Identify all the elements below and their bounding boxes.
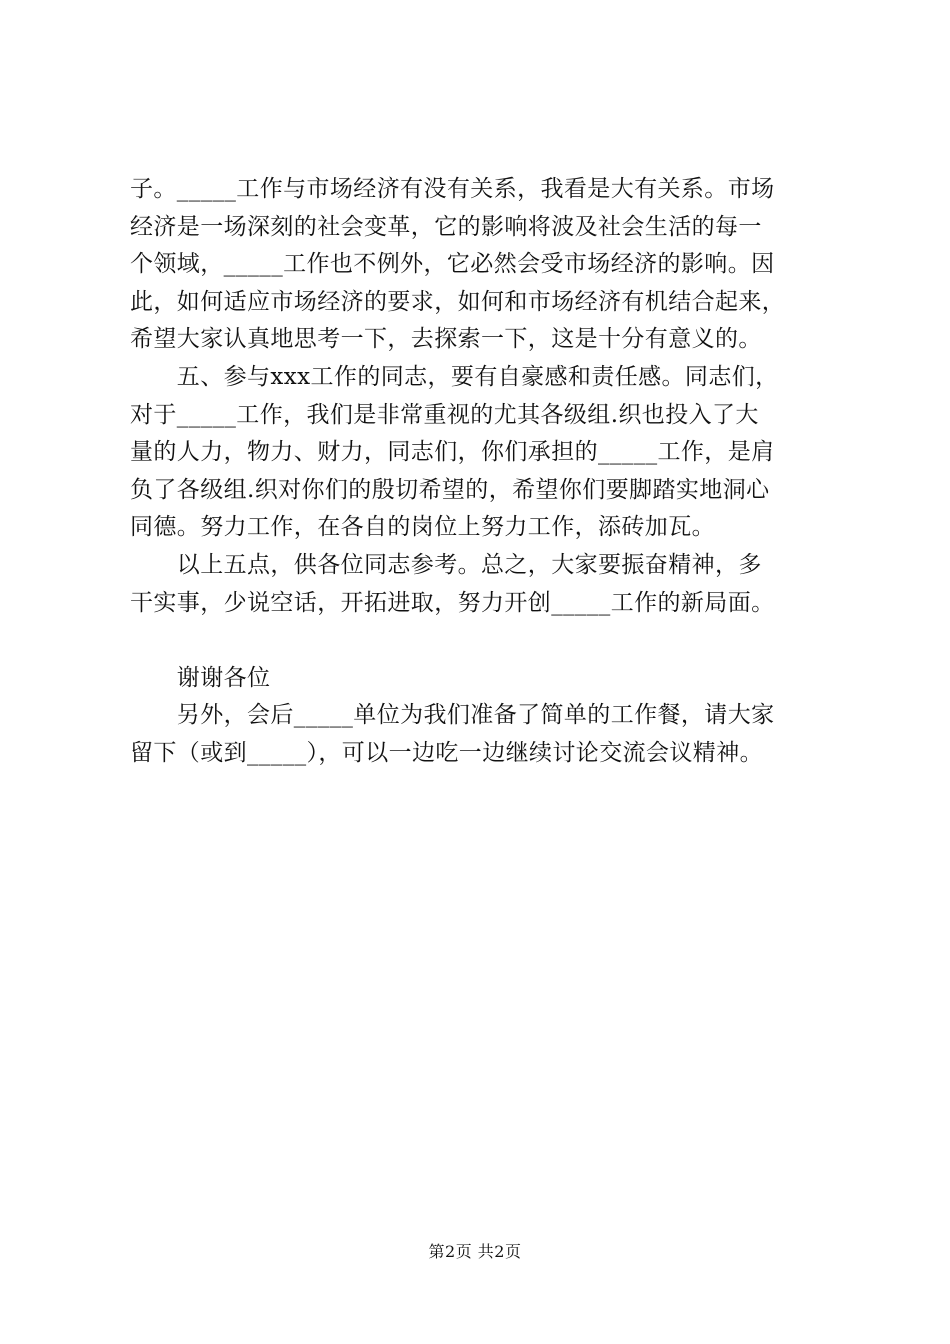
closing-line: 谢谢各位 [130,664,271,691]
text-line: 个领域，_____工作也不例外，它必然会受市场经济的影响。因 [130,251,775,278]
text-line: 此，如何适应市场经济的要求，如何和市场经济有机结合起来， [130,288,786,315]
notice-line: 留下（或到_____），可以一边吃一边继续讨论交流会议精神。 [130,739,763,766]
text-line: 同德。努力工作，在各自的岗位上努力工作，添砖加瓦。 [130,514,715,541]
document-body [130,171,830,773]
text-line: 干实事，少说空话，开拓进取，努力开创_____工作的新局面。 [130,589,775,616]
text-line: 负了各级组.织对你们的殷切希望的，希望你们要脚踏实地洞心 [130,476,770,503]
text-line: 五、参与xxx工作的同志，要有自豪感和责任感。同志们， [130,363,779,390]
text-line: 希望大家认真地思考一下，去探索一下，这是十分有意义的。 [130,326,762,353]
text-line: 对于_____工作，我们是非常重视的尤其各级组.织也投入了大 [130,401,759,428]
text-line: 经济是一场深刻的社会变革，它的影响将波及社会生活的每一 [130,213,762,240]
text-line: 量的人力，物力、财力，同志们，你们承担的_____工作，是肩 [130,439,775,466]
text-line: 子。_____工作与市场经济有没有关系，我看是大有关系。市场 [130,176,775,202]
page-number: 第2页 共2页 [428,1242,522,1261]
page-footer [0,1242,950,1262]
text-line: 以上五点，供各位同志参考。总之，大家要振奋精神，多 [130,551,762,578]
notice-line: 另外，会后_____单位为我们准备了简单的工作餐，请大家 [130,702,775,729]
paragraph-spacer [130,622,830,660]
